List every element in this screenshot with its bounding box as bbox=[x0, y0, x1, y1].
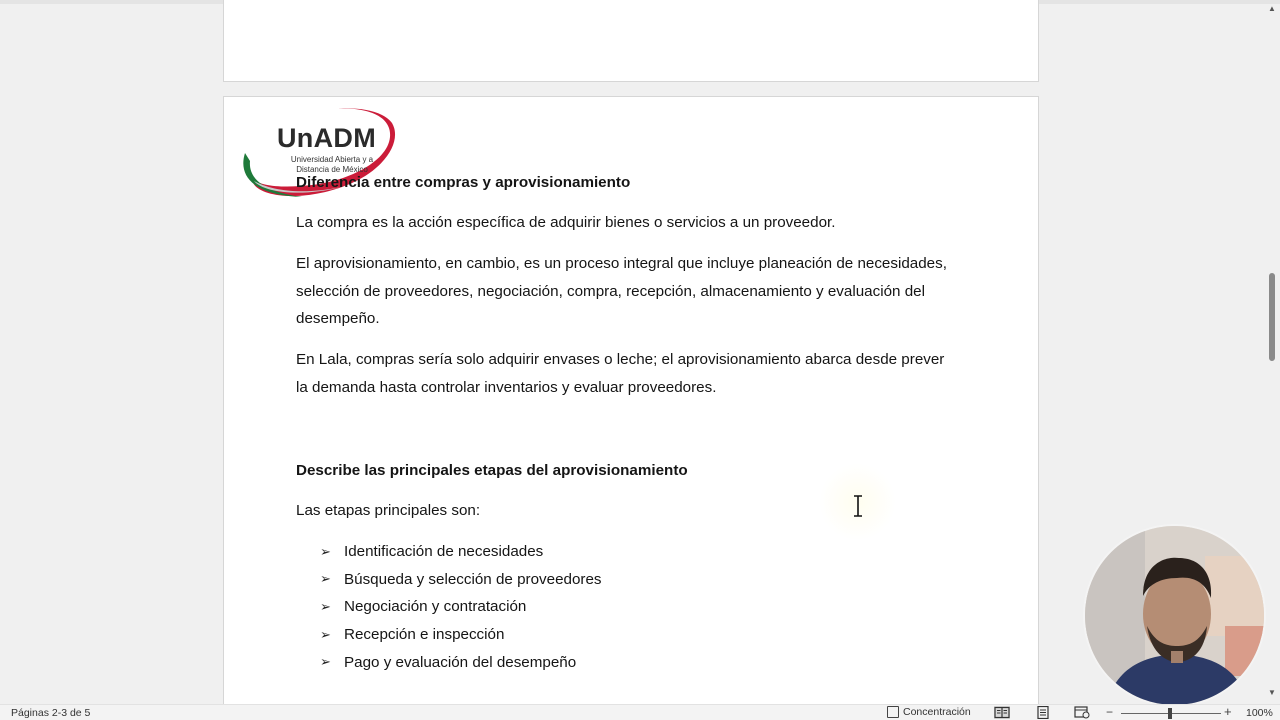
print-layout-icon[interactable] bbox=[1035, 706, 1051, 719]
stages-list bbox=[320, 538, 602, 676]
list-item-text: Recepción e inspección bbox=[344, 626, 505, 644]
zoom-out-button[interactable]: − bbox=[1106, 705, 1114, 719]
arrow-bullet-icon: ➢ bbox=[320, 626, 331, 642]
page-count[interactable]: Páginas 2-3 de 5 bbox=[11, 707, 91, 719]
arrow-bullet-icon: ➢ bbox=[320, 654, 331, 670]
focus-mode-button[interactable] bbox=[887, 706, 971, 718]
list-item-text: Identificación de necesidades bbox=[344, 543, 544, 561]
paragraph-intro: Las etapas principales son: bbox=[296, 502, 481, 519]
status-bar bbox=[0, 704, 1280, 720]
paragraph-purchase: La compra es la acción específica de adquirir bienes o servicios a un proveedor. bbox=[296, 214, 836, 231]
webcam-overlay bbox=[1083, 524, 1266, 707]
document-page[interactable] bbox=[223, 96, 1039, 716]
list-item-text: Búsqueda y selección de proveedores bbox=[344, 570, 602, 588]
list-item bbox=[320, 593, 602, 621]
scroll-up-icon[interactable]: ▲ bbox=[1268, 4, 1276, 13]
presenter-video bbox=[1085, 526, 1266, 707]
list-item bbox=[320, 648, 602, 676]
focus-label: Concentración bbox=[903, 706, 971, 718]
list-item-text: Negociación y contratación bbox=[344, 598, 527, 616]
text-cursor-icon bbox=[852, 495, 864, 517]
logo-subtitle: Universidad Abierta y a Distancia de México bbox=[290, 155, 374, 174]
list-item bbox=[320, 538, 602, 566]
arrow-bullet-icon: ➢ bbox=[320, 543, 331, 559]
scroll-down-icon[interactable]: ▼ bbox=[1268, 688, 1276, 697]
logo-name: UnADM bbox=[277, 123, 376, 153]
list-item bbox=[320, 621, 602, 649]
arrow-bullet-icon: ➢ bbox=[320, 571, 331, 587]
web-layout-icon[interactable] bbox=[1074, 706, 1090, 719]
arrow-bullet-icon: ➢ bbox=[320, 598, 331, 614]
zoom-slider-thumb[interactable] bbox=[1168, 708, 1172, 719]
focus-icon bbox=[887, 706, 899, 718]
read-mode-icon[interactable] bbox=[994, 706, 1010, 719]
previous-page[interactable] bbox=[223, 0, 1039, 82]
list-item bbox=[320, 566, 602, 594]
list-item-text: Pago y evaluación del desempeño bbox=[344, 653, 577, 671]
vertical-scrollbar[interactable] bbox=[1264, 0, 1280, 702]
paragraph-procurement: El aprovisionamiento, en cambio, es un proceso integral que incluye planeación de necesidades, selección de proveedores, negociación, compra, recepción, almacenamiento y evaluación del desempeño. bbox=[296, 255, 947, 327]
heading-stages: Describe las principales etapas del aprovisionamiento bbox=[296, 462, 688, 479]
zoom-in-button[interactable]: + bbox=[1224, 704, 1232, 719]
zoom-level[interactable]: 100% bbox=[1246, 707, 1273, 719]
scroll-thumb[interactable] bbox=[1269, 273, 1275, 361]
heading-difference: Diferencia entre compras y aprovisionamiento bbox=[296, 174, 631, 191]
paragraph-lala-example: En Lala, compras sería solo adquirir envases o leche; el aprovisionamiento abarca desde prever la demanda hasta controlar inventarios y evaluar proveedores. bbox=[296, 351, 945, 396]
